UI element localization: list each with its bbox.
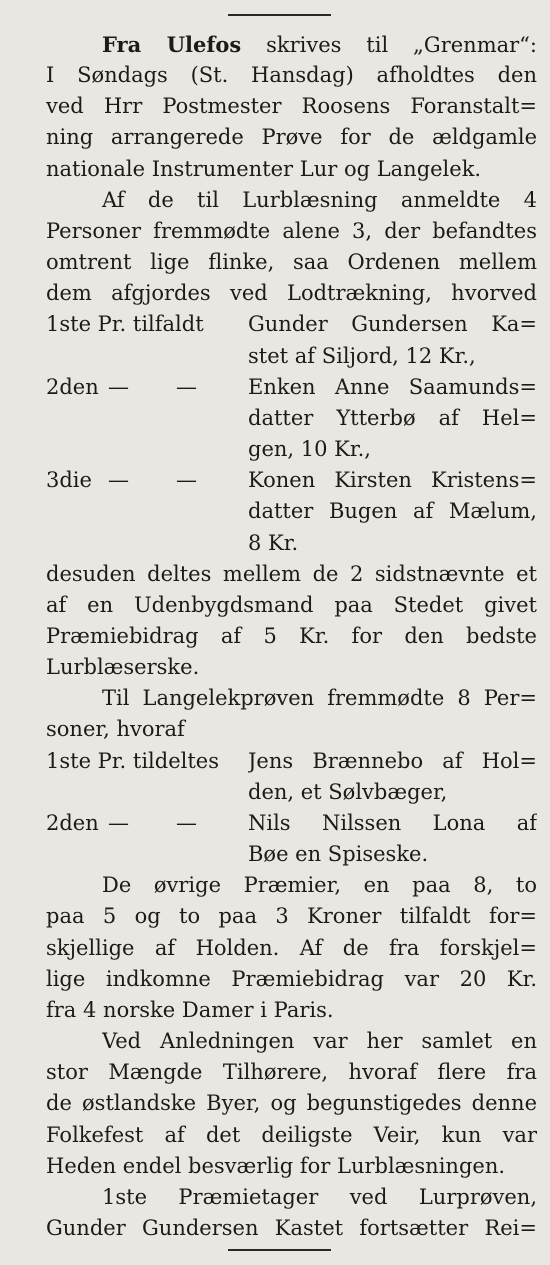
prize-entry xyxy=(46,747,537,776)
ditto-dash: — xyxy=(176,468,197,492)
article-line: af en Udenbygdsmand paa Stedet givet xyxy=(46,593,537,617)
article-heading: Fra Ulefos xyxy=(102,32,242,57)
ditto-dash: — xyxy=(108,375,129,399)
ditto-dash: — xyxy=(108,468,129,492)
article-line: Lurblæserske. xyxy=(46,655,200,679)
article-line: ning arrangerede Prøve for de ældgamle xyxy=(46,125,537,149)
ditto-dash: — xyxy=(176,375,197,399)
prize-winner-cont: gen, 10 Kr., xyxy=(248,437,371,461)
prize-winner: Konen Kirsten Kristens= xyxy=(248,468,537,492)
prize-label: 2den xyxy=(46,375,99,399)
article-line: Heden endel besværlig for Lurblæsningen. xyxy=(46,1154,506,1178)
ditto-dash: — xyxy=(176,811,197,835)
prize-winner-cont: stet af Siljord, 12 Kr., xyxy=(248,344,476,368)
article-text: skrives til „Grenmar“: xyxy=(266,33,537,57)
prize-winner-cont: den, et Sølvbæger, xyxy=(248,780,448,804)
bottom-rule xyxy=(228,1249,331,1251)
article-line: 1ste Præmietager ved Lurprøven, xyxy=(102,1185,537,1209)
article-line: De øvrige Præmier, en paa 8, to xyxy=(102,873,537,897)
article-line: omtrent lige flinke, saa Ordenen mellem xyxy=(46,250,537,274)
prize-entry xyxy=(46,310,537,339)
prize-winner-cont: datter Bugen af Mælum, xyxy=(248,499,537,523)
article-line: de østlandske Byer, og begunstigedes denne xyxy=(46,1091,537,1115)
article-line xyxy=(102,30,537,59)
article-line: Folkefest af det deiligste Veir, kun var xyxy=(46,1123,537,1147)
prize-entry xyxy=(46,809,537,838)
prize-label: 3die xyxy=(46,468,92,492)
prize-winner-cont: Bøe en Spiseske. xyxy=(248,842,429,866)
article-line: Ved Anledningen var her samlet en xyxy=(102,1029,537,1053)
ditto-dash: — xyxy=(108,811,129,835)
article-line: paa 5 og to paa 3 Kroner tilfaldt for= xyxy=(46,904,537,928)
prize-winner: Jens Brænnebo af Hol= xyxy=(248,749,537,773)
article-line: skjellige af Holden. Af de fra forskjel= xyxy=(46,936,537,960)
article-line: Til Langelekprøven fremmødte 8 Per= xyxy=(102,686,537,710)
article-line: fra 4 norske Damer i Paris. xyxy=(46,998,334,1022)
prize-label: 1ste Pr. tilfaldt xyxy=(46,312,204,336)
prize-winner-cont: 8 Kr. xyxy=(248,531,299,555)
article-line: stor Mængde Tilhørere, hvoraf flere fra xyxy=(46,1060,537,1084)
prize-winner: Gunder Gundersen Ka= xyxy=(248,312,537,336)
article-line: dem afgjordes ved Lodtrækning, hvorved xyxy=(46,281,537,305)
prize-label: 1ste Pr. tildeltes xyxy=(46,749,219,773)
article-line: Gunder Gundersen Kastet fortsætter Rei= xyxy=(46,1216,537,1240)
article-line: nationale Instrumenter Lur og Langelek. xyxy=(46,157,482,181)
article-line: desuden deltes mellem de 2 sidstnævnte et xyxy=(46,562,537,586)
article-line: lige indkomne Præmiebidrag var 20 Kr. xyxy=(46,967,537,991)
prize-winner: Nils Nilssen Lona af xyxy=(248,811,537,835)
prize-entry xyxy=(46,466,537,495)
prize-winner: Enken Anne Saamunds= xyxy=(248,375,537,399)
article-line: Personer fremmødte alene 3, der befandtes xyxy=(46,219,537,243)
prize-entry xyxy=(46,373,537,402)
prize-winner-cont: datter Ytterbø af Hel= xyxy=(248,406,537,430)
article-line: Præmiebidrag af 5 Kr. for den bedste xyxy=(46,624,537,648)
article-line: I Søndags (St. Hansdag) afholdtes den xyxy=(46,63,537,87)
article-line: soner, hvoraf xyxy=(46,717,185,741)
prize-label: 2den xyxy=(46,811,99,835)
article-line: ved Hrr Postmester Roosens Foranstalt= xyxy=(46,94,537,118)
article-line: Af de til Lurblæsning anmeldte 4 xyxy=(102,188,537,212)
